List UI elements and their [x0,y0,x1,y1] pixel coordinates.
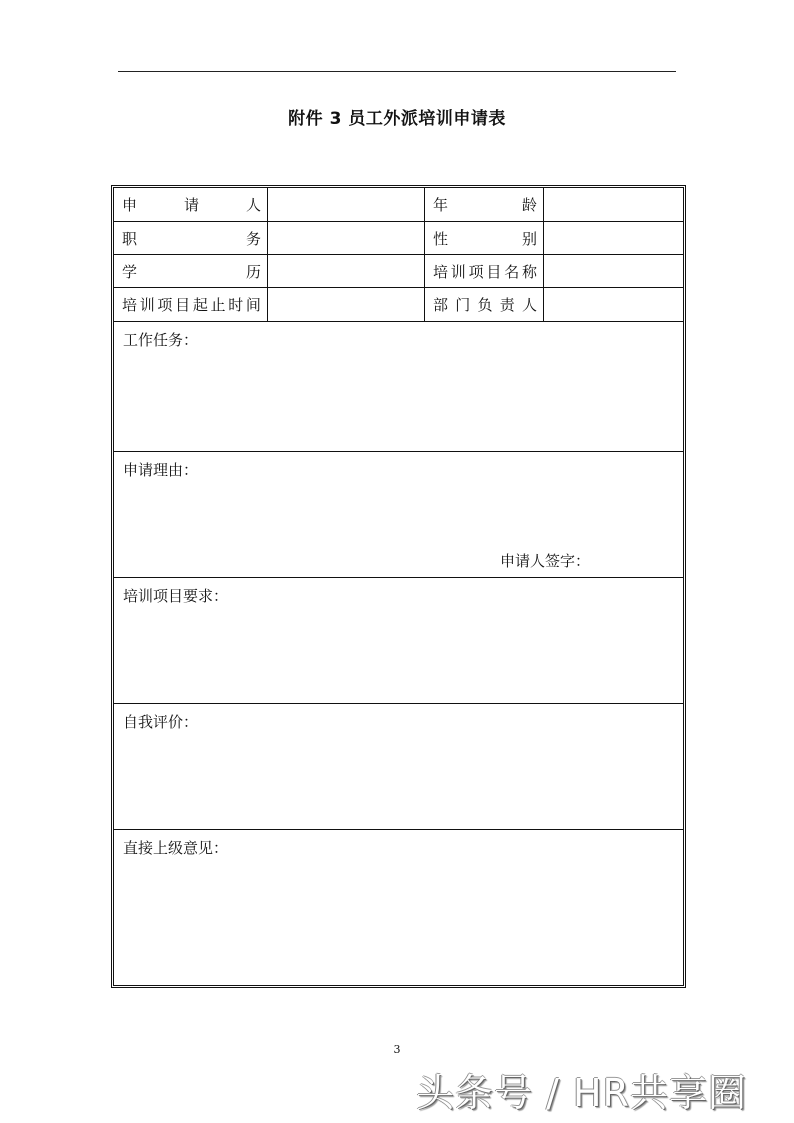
header-rule [118,71,676,72]
section-label: 申请理由： [123,461,199,479]
position-field[interactable] [268,222,425,254]
label-char: 称 [521,262,537,281]
label-char: 间 [245,296,261,314]
section-work-tasks[interactable] [114,322,683,452]
section-supervisor-opinion[interactable] [114,830,683,985]
label-char: 目 [175,296,191,314]
section-application-reason[interactable] [114,452,683,578]
form-row-applicant [114,188,683,222]
training-period-field[interactable] [268,288,425,321]
label-char: 部 [433,296,449,314]
form-row-training-period [114,288,683,322]
form-row-position [114,222,683,255]
label-char: 学 [122,262,138,281]
label-char: 时 [228,296,244,314]
label-position [114,222,268,254]
form-row-education [114,255,683,288]
label-department-head [425,288,544,321]
label-char: 负 [477,296,493,314]
label-char: 责 [499,296,515,314]
page-number: 3 [393,1043,401,1056]
section-label: 自我评价： [123,713,199,731]
training-application-table [111,185,686,988]
education-field[interactable] [268,255,425,287]
page-title: 附件 3 员工外派培训申请表 [288,109,506,129]
label-char: 门 [455,296,471,314]
gender-field[interactable] [544,222,683,254]
label-char: 职 [122,229,138,248]
label-char: 申 [122,196,138,214]
label-char: 人 [245,196,261,214]
label-char: 目 [486,262,502,281]
label-char: 项 [157,296,173,314]
section-training-requirements[interactable] [114,578,683,704]
label-education [114,255,268,287]
label-char: 训 [139,296,155,314]
section-label: 工作任务： [123,331,199,349]
watermark: 头条号 / HR共享圈 [416,1071,747,1115]
applicant-field[interactable] [268,188,425,221]
section-self-evaluation[interactable] [114,704,683,830]
label-char: 项 [468,262,484,281]
label-char: 年 [433,196,449,214]
label-age [425,188,544,221]
label-gender [425,222,544,254]
applicant-signature-label: 申请人签字： [500,552,591,570]
label-char: 请 [183,196,199,214]
label-char: 起 [192,296,208,314]
label-char: 止 [210,296,226,314]
section-label: 直接上级意见： [123,839,229,857]
training-project-name-field[interactable] [544,255,683,287]
label-char: 培 [433,262,449,281]
label-char: 务 [245,229,261,248]
label-char: 性 [433,229,449,248]
label-char: 人 [521,296,537,314]
label-char: 历 [245,262,261,281]
section-label: 培训项目要求： [123,587,229,605]
label-char: 训 [450,262,466,281]
label-training-period [114,288,268,321]
age-field[interactable] [544,188,683,221]
label-char: 名 [504,262,520,281]
department-head-field[interactable] [544,288,683,321]
label-char: 别 [521,229,537,248]
label-char: 龄 [521,196,537,214]
label-applicant [114,188,268,221]
label-training-project-name [425,255,544,287]
label-char: 培 [122,296,138,314]
